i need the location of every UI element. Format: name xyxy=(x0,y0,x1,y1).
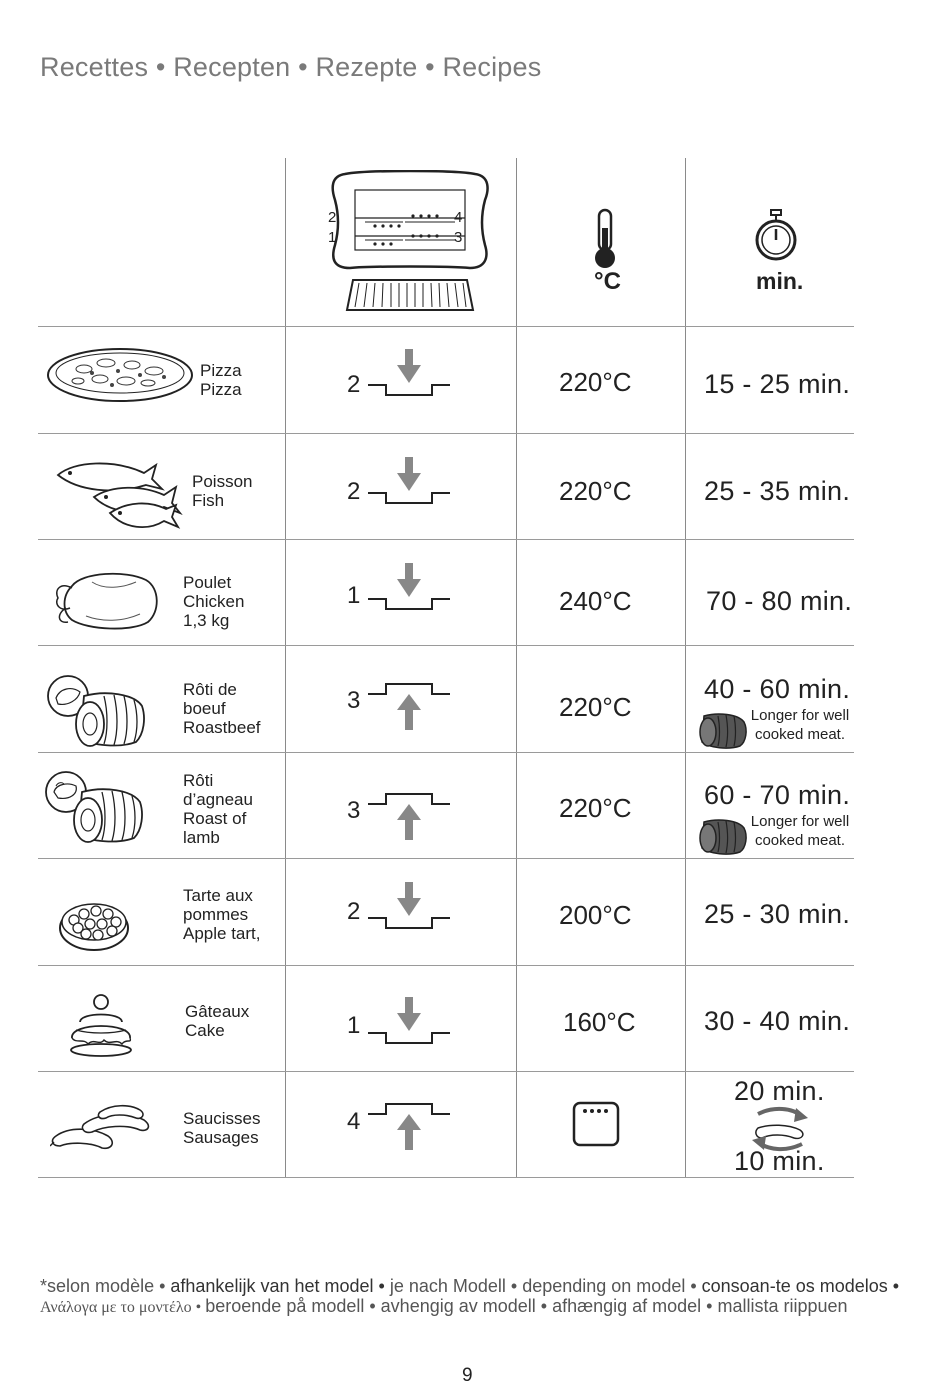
shelf-level: 1 xyxy=(347,582,361,609)
footnote-part: je nach Modell • xyxy=(389,1276,523,1296)
cooking-note xyxy=(744,812,856,850)
food-label: Tarte aux pommes Apple tart, xyxy=(183,886,261,943)
pizza-icon xyxy=(44,345,196,405)
chicken-icon xyxy=(52,566,162,632)
temperature-unit: °C xyxy=(594,268,621,295)
thermometer-icon xyxy=(588,208,622,270)
food-label: Pizza Pizza xyxy=(200,361,242,399)
row-divider xyxy=(38,433,854,434)
row-divider xyxy=(38,858,854,859)
stopwatch-icon xyxy=(752,208,800,264)
footnote xyxy=(40,1276,900,1318)
shelf-number: 3 xyxy=(454,229,463,246)
page-number: 9 xyxy=(462,1365,473,1386)
footnote-part: selon modèle • xyxy=(47,1276,171,1296)
cooking-time: 30 - 40 min. xyxy=(704,1006,851,1036)
footnote-part: afhængig af model • xyxy=(552,1296,718,1316)
shelf-level: 3 xyxy=(347,797,361,824)
beef-roast-icon xyxy=(46,672,148,752)
cooking-note xyxy=(744,706,856,744)
note-text: Longer for well cooked meat. xyxy=(750,813,850,849)
footnote-marker: * xyxy=(40,1276,48,1296)
shelf-number: 4 xyxy=(454,209,463,226)
bottom-heat-icon xyxy=(366,995,452,1047)
cooking-time: 25 - 35 min. xyxy=(704,476,851,506)
cooking-time-second-side: 10 min. xyxy=(734,1146,825,1176)
food-label: Saucisses Sausages xyxy=(183,1109,261,1147)
shelf-level: 2 xyxy=(347,478,361,505)
food-label: Poulet Chicken 1,3 kg xyxy=(183,573,245,630)
temperature: 240°C xyxy=(559,586,632,616)
lamb-roast-icon xyxy=(44,768,146,848)
row-divider xyxy=(38,1071,854,1072)
temperature: 160°C xyxy=(563,1007,636,1037)
shelf-number: 2 xyxy=(328,209,337,226)
food-label: Rôti d’agneau Roast of lamb xyxy=(183,771,253,847)
food-label: Gâteaux Cake xyxy=(185,1002,250,1040)
well-cooked-meat-icon xyxy=(696,816,748,856)
column-divider xyxy=(685,158,686,1178)
apple-tart-icon xyxy=(56,894,132,954)
footnote-part: depending on model • xyxy=(522,1276,702,1296)
footnote-part: mallista riippuen xyxy=(717,1296,848,1316)
shelf-level: 2 xyxy=(347,898,361,925)
row-divider xyxy=(38,752,854,753)
note-text: Longer for well cooked meat. xyxy=(750,707,850,743)
bottom-heat-icon xyxy=(366,347,452,399)
page-title: Recettes • Recepten • Rezepte • Recipes xyxy=(40,52,542,82)
grill-mode-icon xyxy=(572,1101,620,1147)
temperature: 220°C xyxy=(559,367,632,397)
bottom-heat-icon xyxy=(366,561,452,613)
temperature: 200°C xyxy=(559,900,632,930)
row-divider xyxy=(38,539,854,540)
row-divider xyxy=(38,645,854,646)
well-cooked-meat-icon xyxy=(696,710,748,750)
shelf-level: 4 xyxy=(347,1108,361,1135)
oven-shelves-icon xyxy=(325,170,495,318)
cooking-time: 15 - 25 min. xyxy=(704,369,851,399)
temperature: 220°C xyxy=(559,476,632,506)
row-divider xyxy=(38,1177,854,1178)
row-divider xyxy=(38,326,854,327)
cooking-time: 25 - 30 min. xyxy=(704,899,851,929)
cooking-time: 60 - 70 min. xyxy=(704,780,851,810)
shelf-level: 1 xyxy=(347,1012,361,1039)
bottom-heat-icon xyxy=(366,455,452,507)
shelf-number: 1 xyxy=(328,229,337,246)
top-heat-icon xyxy=(366,680,452,732)
footnote-part: Ανάλογα με το μοντέλο • xyxy=(40,1299,206,1316)
shelf-level: 3 xyxy=(347,687,361,714)
cooking-time: 70 - 80 min. xyxy=(706,586,853,616)
column-divider xyxy=(516,158,517,1178)
cooking-time-first-side: 20 min. xyxy=(734,1076,825,1106)
temperature: 220°C xyxy=(559,793,632,823)
food-label: Rôti de boeuf Roastbeef xyxy=(183,680,261,737)
food-label: Poisson Fish xyxy=(192,472,253,510)
top-heat-icon xyxy=(366,1100,452,1152)
cake-icon xyxy=(66,992,136,1058)
footnote-part: consoan-te os modelos • xyxy=(701,1276,900,1296)
shelf-label-left xyxy=(328,208,336,248)
time-unit: min. xyxy=(756,268,804,294)
cooking-time: 40 - 60 min. xyxy=(704,674,851,704)
row-divider xyxy=(38,965,854,966)
fish-icon xyxy=(54,455,184,533)
shelf-label-right xyxy=(454,208,462,248)
column-divider xyxy=(285,158,286,1178)
top-heat-icon xyxy=(366,790,452,842)
bottom-heat-icon xyxy=(366,880,452,932)
shelf-level: 2 xyxy=(347,371,361,398)
sausages-icon xyxy=(50,1102,154,1154)
temperature: 220°C xyxy=(559,692,632,722)
footnote-part: avhengig av modell • xyxy=(380,1296,553,1316)
footnote-part: beroende på modell • xyxy=(205,1296,381,1316)
footnote-part: afhankelijk van het model • xyxy=(170,1276,390,1296)
